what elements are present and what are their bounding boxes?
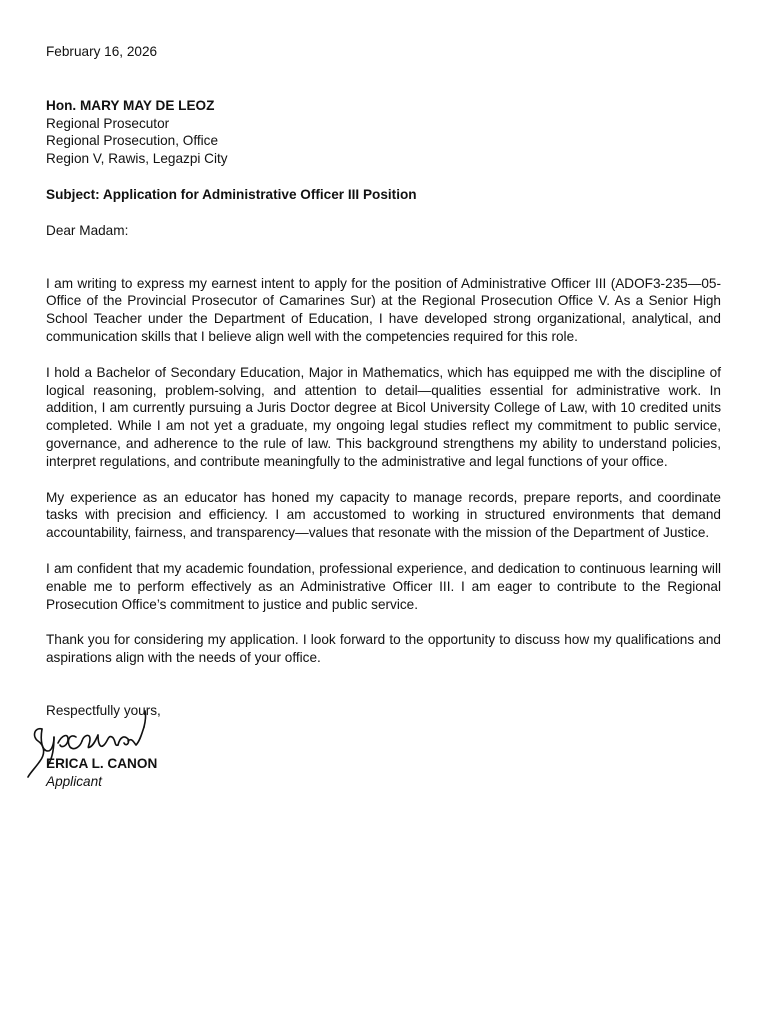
body-paragraph-3: My experience as an educator has honed my capacity to manage records, prepare reports, and coordinate tasks with precision and efficiency. I am accustomed to working in structured environments that demand accountability, fairness, and transparency—values that resonate with the mission of the Department of Justice. [46, 489, 721, 541]
recipient-name: Hon. MARY MAY DE LEOZ [46, 97, 215, 113]
body-paragraph-1: I am writing to express my earnest intent to apply for the position of Administrative Officer III (ADOF3-235—05-Office of the Provincial Prosecutor of Camarines Sur) at the Regional Prosecution Office V. As a Senior High School Teacher under the Department of Education, I have developed strong organizational, analytical, and communication skills that I believe align well with the competencies required for this role. [46, 275, 721, 344]
body-paragraph-5: Thank you for considering my application. I look forward to the opportunity to discuss how my qualifications and aspirations align with the needs of your office. [46, 632, 721, 666]
complimentary-close: Respectfully yours, [46, 702, 161, 718]
recipient-title: Regional Prosecutor [46, 115, 170, 131]
recipient-office: Regional Prosecution, Office [46, 133, 219, 149]
recipient-block [46, 97, 721, 168]
letter-date: February 16, 2026 [46, 44, 158, 59]
signer-name: ERICA L. CANON [46, 755, 158, 771]
body-paragraph-2: I hold a Bachelor of Secondary Education, Major in Mathematics, which has equipped me with the discipline of logical reasoning, problem-solving, and attention to detail—qualities essential for administrative work. In addition, I am currently pursuing a Juris Doctor degree at Bicol University College of Law, with 10 credited units completed. While I am not yet a graduate, my ongoing legal studies reflect my commitment to public service, governance, and adherence to the rule of law. This background strengthens my ability to understand policies, interpret regulations, and contribute meaningfully to the administrative and legal functions of your office. [46, 364, 721, 469]
signer-role: Applicant [46, 773, 102, 789]
letter-page [46, 43, 721, 790]
letter-subject: Subject: Application for Administrative Officer III Position [46, 186, 417, 202]
recipient-address: Region V, Rawis, Legazpi City [46, 151, 228, 167]
body-paragraph-4: I am confident that my academic foundation, professional experience, and dedication to continuous learning will enable me to perform effectively as an Administrative Officer III. I am eager to contribute to the Regional Prosecution Office’s commitment to justice and public service. [46, 560, 721, 612]
signature-block [46, 755, 721, 791]
salutation: Dear Madam: [46, 222, 129, 238]
